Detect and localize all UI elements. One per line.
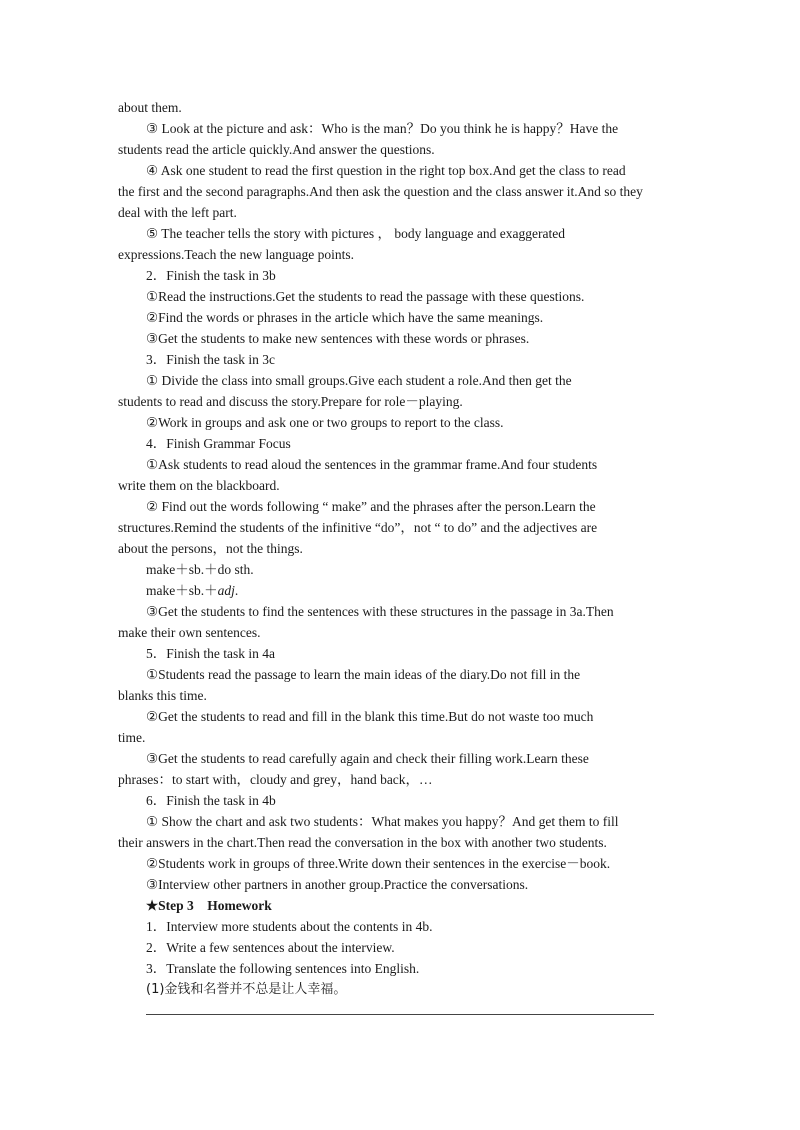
text-line: ① Show the chart and ask two students：What makes you happy？And get them to fill	[146, 814, 619, 829]
translation-prompt: (1)金钱和名誉并不总是让人幸福。	[146, 982, 347, 997]
text-line: expressions.Teach the new language points.	[118, 247, 354, 262]
task-heading: 2．Finish the task in 3b	[146, 268, 276, 283]
homework-item: 3．Translate the following sentences into English.	[146, 961, 420, 976]
formula-adj: adj	[217, 583, 235, 598]
task-heading: 4．Finish Grammar Focus	[146, 436, 291, 451]
formula-text: make＋sb.＋	[146, 583, 218, 598]
text-line: ③Get the students to make new sentences with these words or phrases.	[146, 331, 530, 346]
text-line: ② Find out the words following “ make” and the phrases after the person.Learn the	[146, 499, 596, 514]
step-heading: ★Step 3 Homework	[146, 898, 272, 913]
homework-item: 1．Interview more students about the contents in 4b.	[146, 919, 433, 934]
text-line: ①Ask students to read aloud the sentences in the grammar frame.And four students	[146, 457, 598, 472]
text-line: students to read and discuss the story.Prepare for role－playing.	[118, 394, 463, 409]
text-line: ③Interview other partners in another group.Practice the conversations.	[146, 877, 529, 892]
text-line: make their own sentences.	[118, 625, 261, 640]
text-line: ②Work in groups and ask one or two groups to report to the class.	[146, 415, 504, 430]
text-line: about them.	[118, 100, 182, 115]
text-line: the first and the second paragraphs.And then ask the question and the class answer it.And so they	[118, 184, 643, 199]
text-line: blanks this time.	[118, 688, 207, 703]
text-line: about the persons，not the things.	[118, 541, 303, 556]
task-heading: 5．Finish the task in 4a	[146, 646, 275, 661]
text-line: time.	[118, 730, 146, 745]
text-line: phrases：to start with，cloudy and grey，hand back，…	[118, 772, 433, 787]
formula-line: make＋sb.＋do sth.	[146, 562, 254, 577]
text-line: structures.Remind the students of the infinitive “do”，not “ to do” and the adjectives are	[118, 520, 598, 535]
answer-line	[146, 1014, 654, 1015]
text-line: ③Get the students to find the sentences with these structures in the passage in 3a.Then	[146, 604, 614, 619]
task-heading: 3．Finish the task in 3c	[146, 352, 275, 367]
formula-line	[146, 583, 238, 599]
text-line: ②Find the words or phrases in the article which have the same meanings.	[146, 310, 544, 325]
text-line: ①Students read the passage to learn the main ideas of the diary.Do not fill in the	[146, 667, 581, 682]
text-line: ⑤ The teacher tells the story with pictures ， body language and exaggerated	[146, 226, 565, 241]
text-line: ②Students work in groups of three.Write down their sentences in the exercise－book.	[146, 856, 611, 871]
text-line: ④ Ask one student to read the first question in the right top box.And get the class to read	[146, 163, 626, 178]
text-line: ①Read the instructions.Get the students to read the passage with these questions.	[146, 289, 585, 304]
text-line: students read the article quickly.And answer the questions.	[118, 142, 435, 157]
text-line: their answers in the chart.Then read the conversation in the box with another two students.	[118, 835, 607, 850]
text-line: ③Get the students to read carefully again and check their filling work.Learn these	[146, 751, 589, 766]
text-line: ②Get the students to read and fill in the blank this time.But do not waste too much	[146, 709, 594, 724]
task-heading: 6．Finish the task in 4b	[146, 793, 276, 808]
text-line: ③ Look at the picture and ask：Who is the man？Do you think he is happy？Have the	[146, 121, 619, 136]
formula-period: .	[234, 583, 239, 598]
text-line: ① Divide the class into small groups.Give each student a role.And then get the	[146, 373, 572, 388]
text-line: deal with the left part.	[118, 205, 237, 220]
homework-item: 2．Write a few sentences about the interview.	[146, 940, 395, 955]
text-line: write them on the blackboard.	[118, 478, 280, 493]
